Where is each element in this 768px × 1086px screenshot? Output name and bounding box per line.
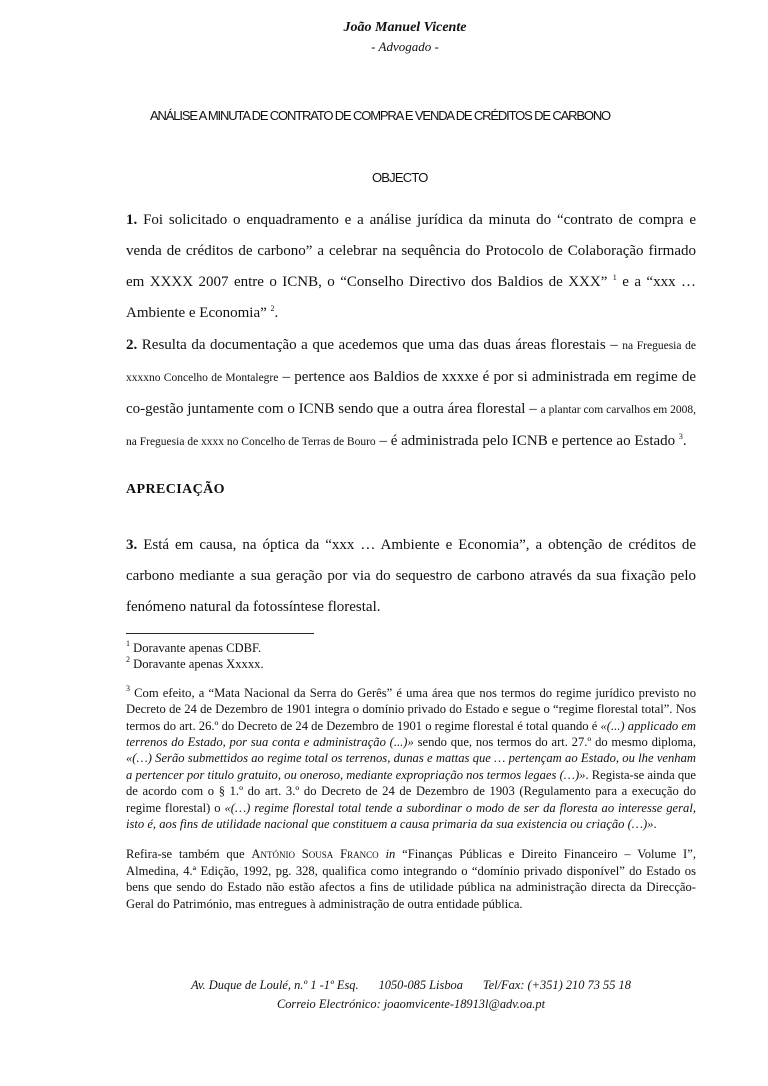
paragraph-3-number: 3. [126, 537, 138, 553]
footnote-extra-in: in [378, 847, 396, 862]
paragraph-1-text-b: e a “xxx … Ambiente e Economia” [126, 274, 696, 321]
footnote-3-text-2: sendo que, nos termos do art. 27.º do mesmo diploma, [413, 735, 697, 750]
paragraph-1-text-a: Foi solicitado o enquadramento e a análise jurídica da minuta do “contrato de compra e venda de créditos de carbono” a celebrar na sequência do Protocolo de Colaboração firmado em XXXX 2007 entre o ICNB, o “Conselho Directivo dos Baldios de XXX” [126, 212, 696, 290]
footnote-1-text: Doravante apenas CDBF. [130, 641, 262, 655]
footnote-extra-author: António Sousa Franco [251, 847, 379, 862]
footnote-3 [126, 685, 696, 833]
footnote-3-quote-2: «(…) Serão submettidos ao regime total os terrenos, dunas e mattas que … pertençam ao Estado, ou lhe venham a pertencer por titulo gratuito, ou oneroso, mediante expropriação nos termos legaes (…)» [126, 751, 696, 782]
footnote-1 [126, 640, 696, 656]
paragraph-3-text: Está em causa, na óptica da “xxx … Ambiente e Economia”, a obtenção de créditos de carbono mediante a sua geração por via do sequestro de carbono através da sua fixação pelo fenómeno natural da fotossíntese florestal. [126, 537, 696, 615]
paragraph-3 [126, 530, 696, 623]
footer-phone: Tel/Fax: (+351) 210 73 55 18 [482, 978, 631, 992]
author-name: João Manuel Vicente [343, 20, 467, 35]
footnote-3-continuation [126, 846, 696, 912]
paragraph-2-text-b: – pertence aos Baldios de xxxxe é por si administrada em regime de co-gestão juntamente com o ICNB sendo que a outra área florestal – [126, 369, 697, 417]
footnote-3-text-4: . [653, 817, 657, 832]
paragraph-2 [126, 330, 696, 458]
paragraph-2-small-b: a plantar com carvalhos em 2008, na Freguesia de xxxx no Concelho de Terras de Bouro [126, 404, 696, 448]
footer-address-line [126, 976, 696, 995]
footnote-3-text-3: . Regista-se ainda que de acordo com o § 1.º do art. 3.º do Decreto de 24 de Dezembro de 1903 (Regulamento para a execução do regime florestal) o [126, 767, 696, 815]
footnote-extra-text-2: “Finanças Públicas e Direito Financeiro – Volume I”, Almedina, 4.ª Edição, 1992, pg. 328, qualifica como integrando o “domínio privado disponível” do Estado os bens que sendo do Estado não estão afectos a fins de utilidade pública na administração directa da Direcção-Geral do Património, mas entregues à administração de outra entidade pública. [126, 847, 696, 911]
paragraph-2-text-a: Resulta da documentação a que acedemos que uma das duas áreas florestais – [137, 337, 623, 353]
section-apreciacao-heading: APRECIAÇÃO [126, 482, 225, 497]
footnote-2-text: Doravante apenas Xxxxx. [130, 657, 264, 672]
paragraph-2-number: 2. [126, 337, 138, 353]
footnotes [126, 640, 696, 912]
footnote-3-text-1: Com efeito, a “Mata Nacional da Serra do Gerês” é uma área que nos termos do regime jurídico previsto no Decreto de 24 de Dezembro de 1901 integra o domínio privado do Estado e segue o “regime florestal total”. Nos termos do art. 26.º do Decreto de 24 de Dezembro de 1901 o regime florestal é total quando é [126, 685, 696, 733]
letterhead [0, 18, 768, 56]
paragraph-2-text-d: . [682, 433, 687, 449]
paragraph-2-small-a: na Freguesia de xxxxno Concelho de Montalegre [126, 340, 696, 384]
footnote-2 [126, 656, 696, 672]
paragraph-1 [126, 205, 696, 329]
footnote-3-quote-1: «(...) applicado em terrenos do Estado, por sua conta e administração (...)» [126, 718, 697, 750]
footnote-extra-text-1: Refira-se também que [126, 847, 252, 862]
footnote-1-mark: 1 [126, 639, 130, 648]
footnote-divider [126, 633, 314, 634]
paragraph-1-number: 1. [126, 212, 138, 228]
author-role: - Advogado - [371, 39, 439, 54]
footnote-ref-3[interactable]: 3 [678, 432, 683, 441]
footer-postal: 1050-085 Lisboa [378, 978, 463, 992]
paragraph-1-text-c: . [274, 305, 279, 321]
footnote-3-mark: 3 [126, 683, 130, 693]
section-objecto-heading: OBJECTO [372, 170, 428, 185]
footer-address: Av. Duque de Loulé, n.º 1 -1º Esq. [191, 978, 359, 992]
document-title: ANÁLISE A MINUTA DE CONTRATO DE COMPRA E VENDA DE CRÉDITOS DE CARBONO [150, 108, 611, 123]
footnote-2-mark: 2 [126, 655, 130, 665]
paragraph-2-text-c: – é administrada pelo ICNB e pertence ao Estado [375, 433, 676, 449]
footnote-ref-2[interactable]: 2 [270, 304, 275, 313]
footnote-ref-1[interactable]: 1 [612, 273, 617, 282]
footnote-3-quote-3: «(…) regime florestal total tende a subordinar o modo de ser da floresta ao interesse geral, isto é, aos fins de utilidade nacional que constituem a causa primaria da sua existencia ou criação (…)» [126, 800, 696, 832]
footer-email: Correio Electrónico: joaomvicente-18913l@adv.oa.pt [276, 997, 546, 1011]
page-footer [126, 976, 696, 1014]
